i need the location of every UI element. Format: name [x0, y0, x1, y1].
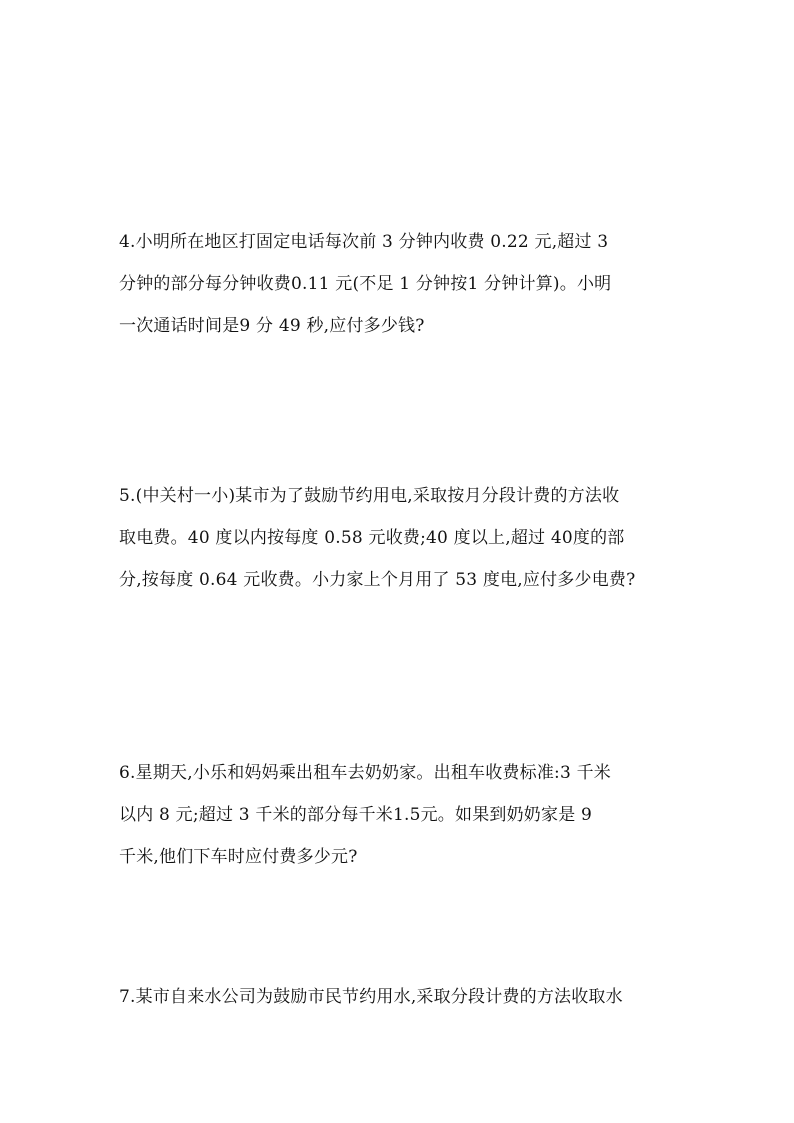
question-4-line-2: 分钟的部分每分钟收费0.11 元(不足 1 分钟按1 分钟计算)。小明 — [119, 274, 612, 294]
question-5-line-1: 5.(中关村一小)某市为了鼓励节约用电,采取按月分段计费的方法收 — [119, 486, 620, 506]
question-5 — [119, 482, 679, 608]
question-7 — [119, 983, 679, 1025]
question-6 — [119, 759, 679, 885]
question-5-line-3: 分,按每度 0.64 元收费。小力家上个月用了 53 度电,应付多少电费? — [119, 570, 636, 590]
question-4-line-3: 一次通话时间是9 分 49 秒,应付多少钱? — [119, 316, 425, 336]
question-6-line-3: 千米,他们下车时应付费多少元? — [119, 847, 358, 867]
question-4 — [119, 228, 679, 354]
question-6-line-2: 以内 8 元;超过 3 千米的部分每千米1.5元。如果到奶奶家是 9 — [119, 805, 593, 825]
question-5-line-2: 取电费。40 度以内按每度 0.58 元收费;40 度以上,超过 40度的部 — [119, 528, 625, 548]
question-7-line-1: 7.某市自来水公司为鼓励市民节约用水,采取分段计费的方法收取水 — [119, 987, 623, 1007]
question-4-line-1: 4.小明所在地区打固定电话每次前 3 分钟内收费 0.22 元,超过 3 — [119, 232, 609, 252]
question-6-line-1: 6.星期天,小乐和妈妈乘出租车去奶奶家。出租车收费标准:3 千米 — [119, 763, 611, 783]
